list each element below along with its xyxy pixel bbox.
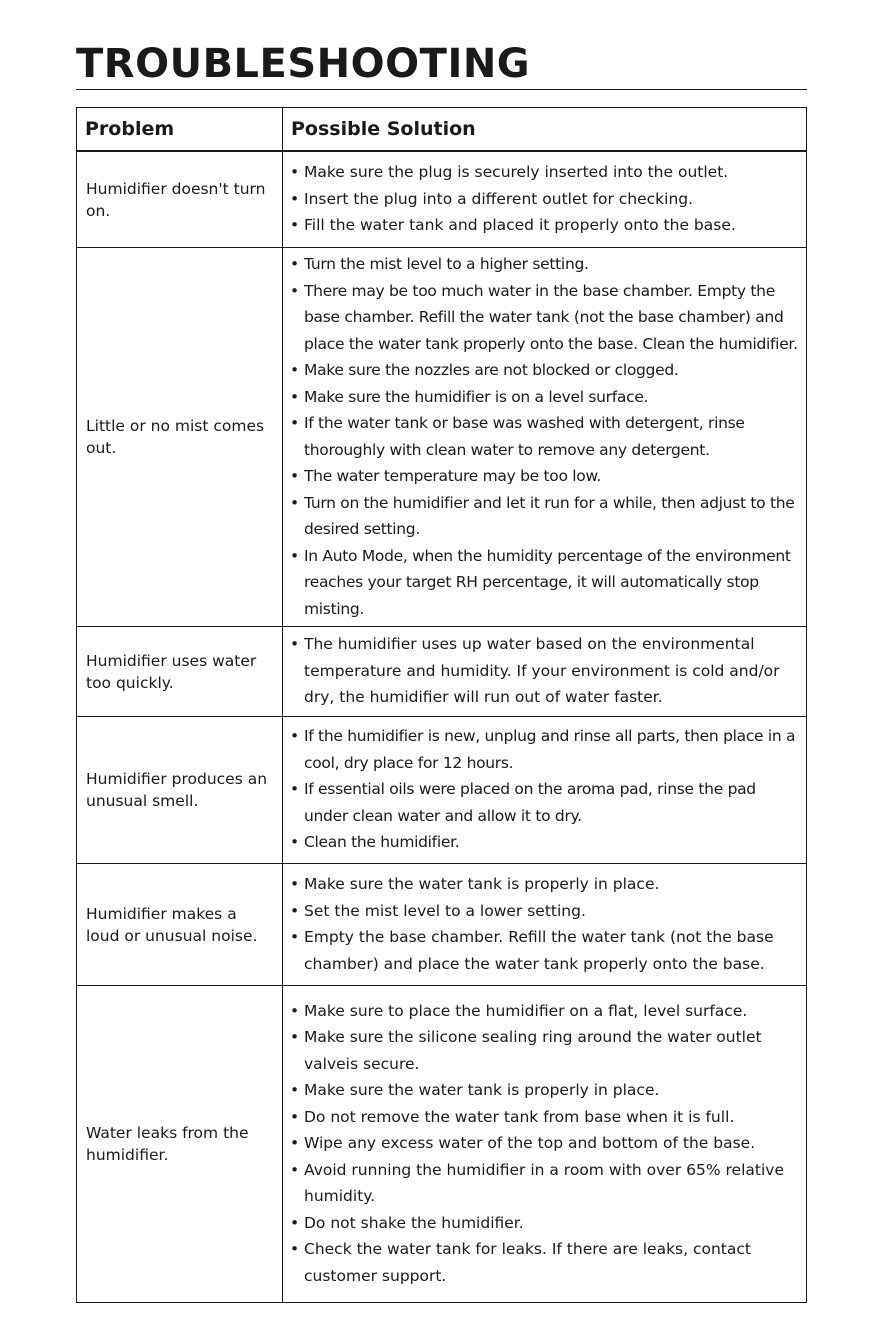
problem-cell: Humidifier uses water too quickly. bbox=[77, 627, 283, 717]
solution-cell bbox=[283, 986, 807, 1303]
solution-list bbox=[288, 998, 800, 1290]
problem-cell: Little or no mist comes out. bbox=[77, 248, 283, 627]
solution-cell bbox=[283, 717, 807, 864]
solution-item: • Avoid running the humidifier in a room with over 65% relative humidity. bbox=[290, 1160, 784, 1206]
solution-item: • Fill the water tank and placed it properly onto the base. bbox=[290, 216, 736, 235]
problem-column-header: Problem bbox=[77, 108, 283, 152]
table-row bbox=[77, 864, 807, 986]
page-title: TROUBLESHOOTING bbox=[76, 41, 531, 87]
title-divider bbox=[76, 89, 807, 90]
table-header-row bbox=[77, 108, 807, 152]
solution-cell bbox=[283, 151, 807, 248]
problem-cell: Humidifier makes a loud or unusual noise. bbox=[77, 864, 283, 986]
solution-item: • Turn the mist level to a higher setting. bbox=[290, 255, 589, 273]
solution-item: • Make sure the humidifier is on a level surface. bbox=[290, 387, 649, 406]
problem-cell: Humidifier produces an unusual smell. bbox=[77, 717, 283, 864]
solution-item: • Make sure the nozzles are not blocked or clogged. bbox=[290, 361, 679, 379]
table-row bbox=[77, 248, 807, 627]
solution-item: • Clean the humidifier. bbox=[290, 833, 460, 852]
solution-item: • There may be too much water in the base chamber. Empty the base chamber. Refill the water tank (not the base chamber) and place the water tank properly onto the base. Clean the humidifier. bbox=[290, 281, 798, 353]
solution-item: • Make sure the water tank is properly in place. bbox=[290, 875, 660, 893]
solution-column-header: Possible Solution bbox=[283, 108, 807, 152]
solution-list bbox=[288, 631, 800, 711]
solution-item: • If the water tank or base was washed with detergent, rinse thoroughly with clean water to remove any detergent. bbox=[290, 414, 745, 459]
solution-item: • Make sure to place the humidifier on a flat, level surface. bbox=[290, 1001, 748, 1020]
solution-list bbox=[288, 251, 800, 622]
solution-list bbox=[288, 723, 800, 856]
solution-item: • If the humidifier is new, unplug and rinse all parts, then place in a cool, dry place for 12 hours. bbox=[290, 727, 796, 772]
solution-cell bbox=[283, 864, 807, 986]
solution-item: • In Auto Mode, when the humidity percentage of the environment reaches your target RH percentage, it will automatically stop misting. bbox=[290, 546, 791, 618]
solution-item: • Wipe any excess water of the top and bottom of the base. bbox=[290, 1134, 756, 1153]
solution-item: • Set the mist level to a lower setting. bbox=[290, 901, 586, 920]
solution-list bbox=[288, 159, 800, 239]
solution-cell bbox=[283, 248, 807, 627]
table-row bbox=[77, 151, 807, 248]
solution-item: • Make sure the water tank is properly in place. bbox=[290, 1081, 660, 1100]
problem-cell: Humidifier doesn't turn on. bbox=[77, 151, 283, 248]
table-row bbox=[77, 627, 807, 717]
solution-item: • Turn on the humidifier and let it run for a while, then adjust to the desired setting. bbox=[290, 493, 795, 538]
solution-item: • Check the water tank for leaks. If there are leaks, contact customer support. bbox=[290, 1240, 751, 1285]
solution-item: • Empty the base chamber. Refill the water tank (not the base chamber) and place the water tank properly onto the base. bbox=[290, 928, 774, 973]
solution-item: • If essential oils were placed on the aroma pad, rinse the pad under clean water and allow it to dry. bbox=[290, 780, 756, 825]
troubleshooting-table bbox=[76, 107, 807, 1303]
table-row bbox=[77, 717, 807, 864]
table-row bbox=[77, 986, 807, 1303]
solution-item: • The humidifier uses up water based on the environmental temperature and humidity. If your environment is cold and/or dry, the humidifier will run out of water faster. bbox=[290, 635, 780, 707]
solution-item: • Do not remove the water tank from base when it is full. bbox=[290, 1107, 735, 1126]
solution-item: • Make sure the silicone sealing ring around the water outlet valveis secure. bbox=[290, 1028, 762, 1073]
solution-list bbox=[288, 871, 800, 977]
solution-item: • Do not shake the humidifier. bbox=[290, 1213, 524, 1232]
problem-cell: Water leaks from the humidifier. bbox=[77, 986, 283, 1303]
solution-item: • Insert the plug into a different outlet for checking. bbox=[290, 189, 694, 208]
solution-cell bbox=[283, 627, 807, 717]
solution-item: • Make sure the plug is securely inserted into the outlet. bbox=[290, 163, 729, 182]
solution-item: • The water temperature may be too low. bbox=[290, 467, 602, 485]
